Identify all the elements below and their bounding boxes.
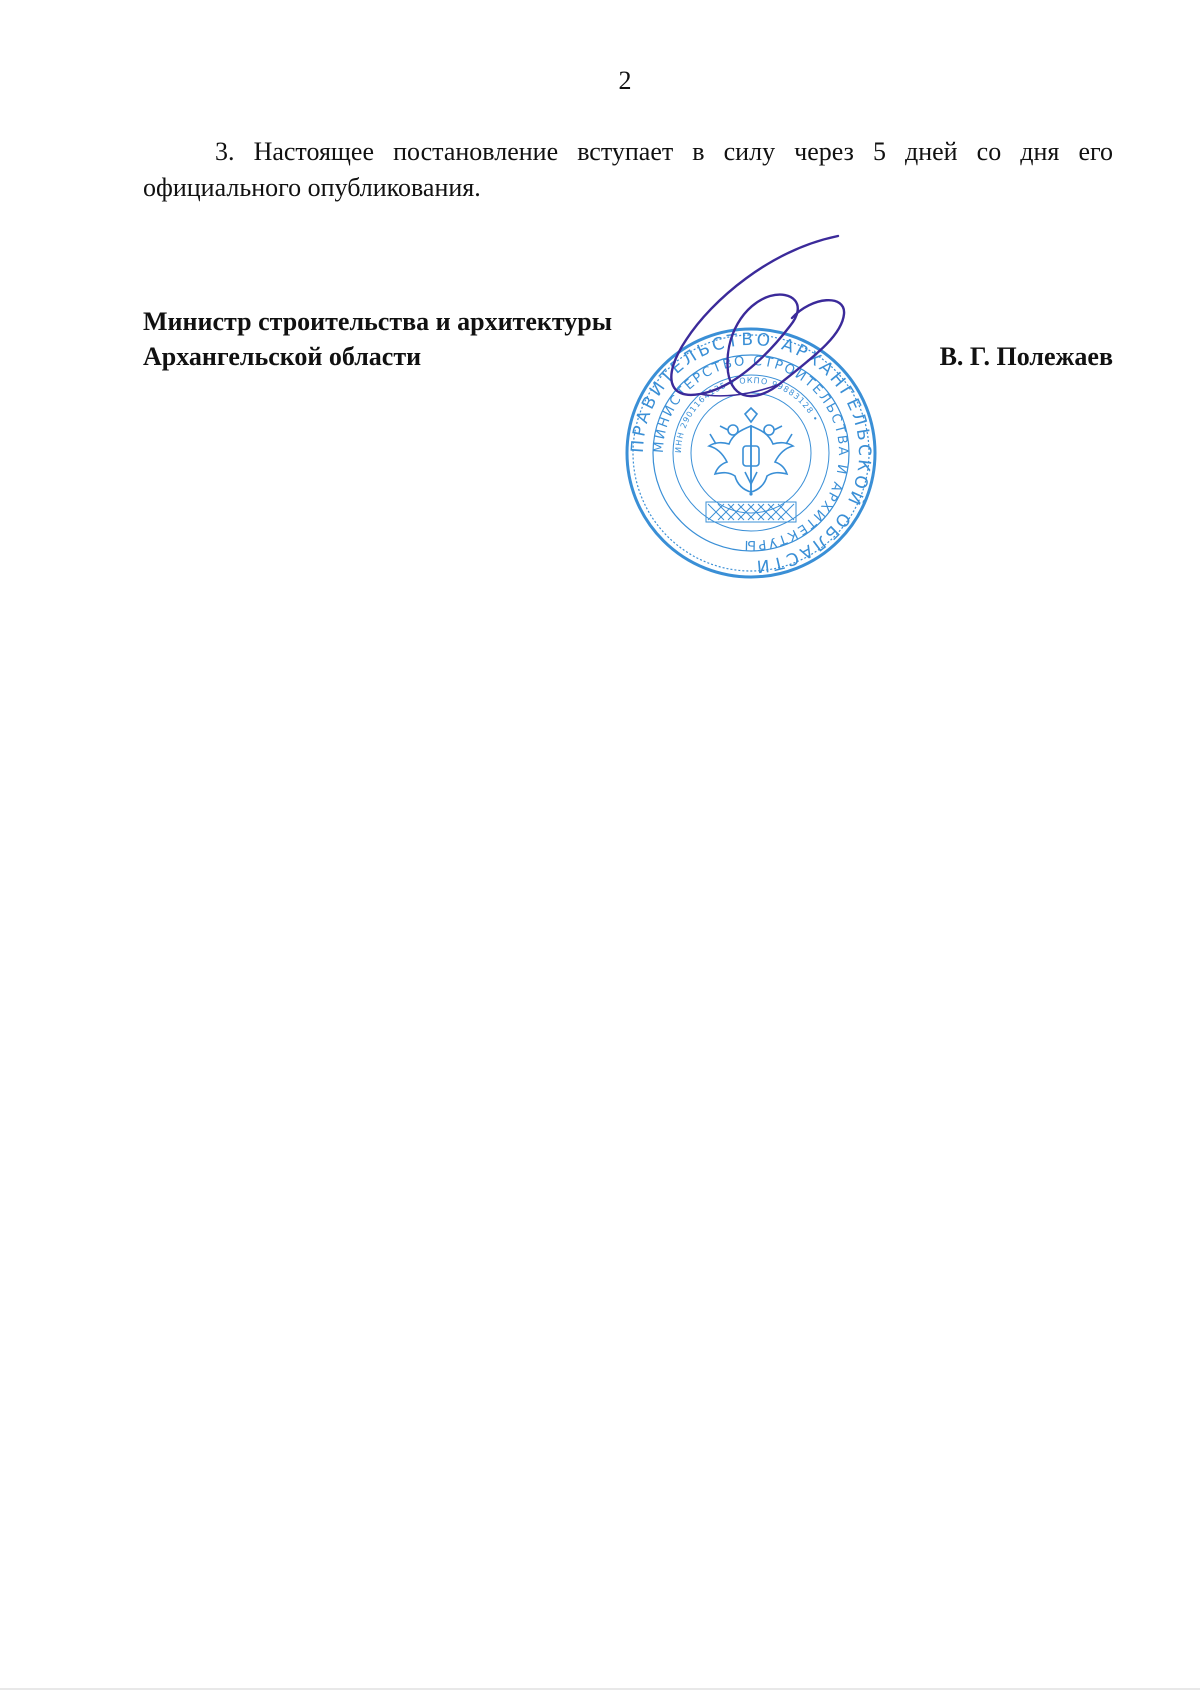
signer-position-line-1: Министр строительства и архитектуры: [143, 307, 613, 336]
seal-codes-text: ИНН 2901164135 • ОКПО 99883128 •: [673, 375, 821, 454]
coat-of-arms-icon: [709, 408, 793, 492]
signer-name: В. Г. Полежаев: [939, 342, 1113, 371]
svg-text:ИНН 2901164135 • ОКПО 99883128: [674, 376, 820, 453]
seal-outer-text: ПРАВИТЕЛЬСТВО АРХАНГЕЛЬСКОЙ ОБЛАСТИ: [627, 329, 875, 577]
page-number: 2: [618, 66, 632, 95]
signer-position-line-2: Архангельской области: [143, 342, 422, 371]
svg-text:МИНИСТЕРСТВО СТРОИТЕЛЬСТВА И А: [652, 354, 850, 552]
seal-inner-text: МИНИСТЕРСТВО СТРОИТЕЛЬСТВА И АРХИТЕКТУРЫ: [651, 353, 851, 553]
scan-edge-line: [0, 1688, 1200, 1690]
signature-block: [143, 304, 1113, 374]
resolution-paragraph: 3. Настоящее постановление вступает в силу через 5 дней со дня его официального опубликования.: [143, 137, 1113, 202]
seal-hatch-pattern: [706, 502, 796, 522]
